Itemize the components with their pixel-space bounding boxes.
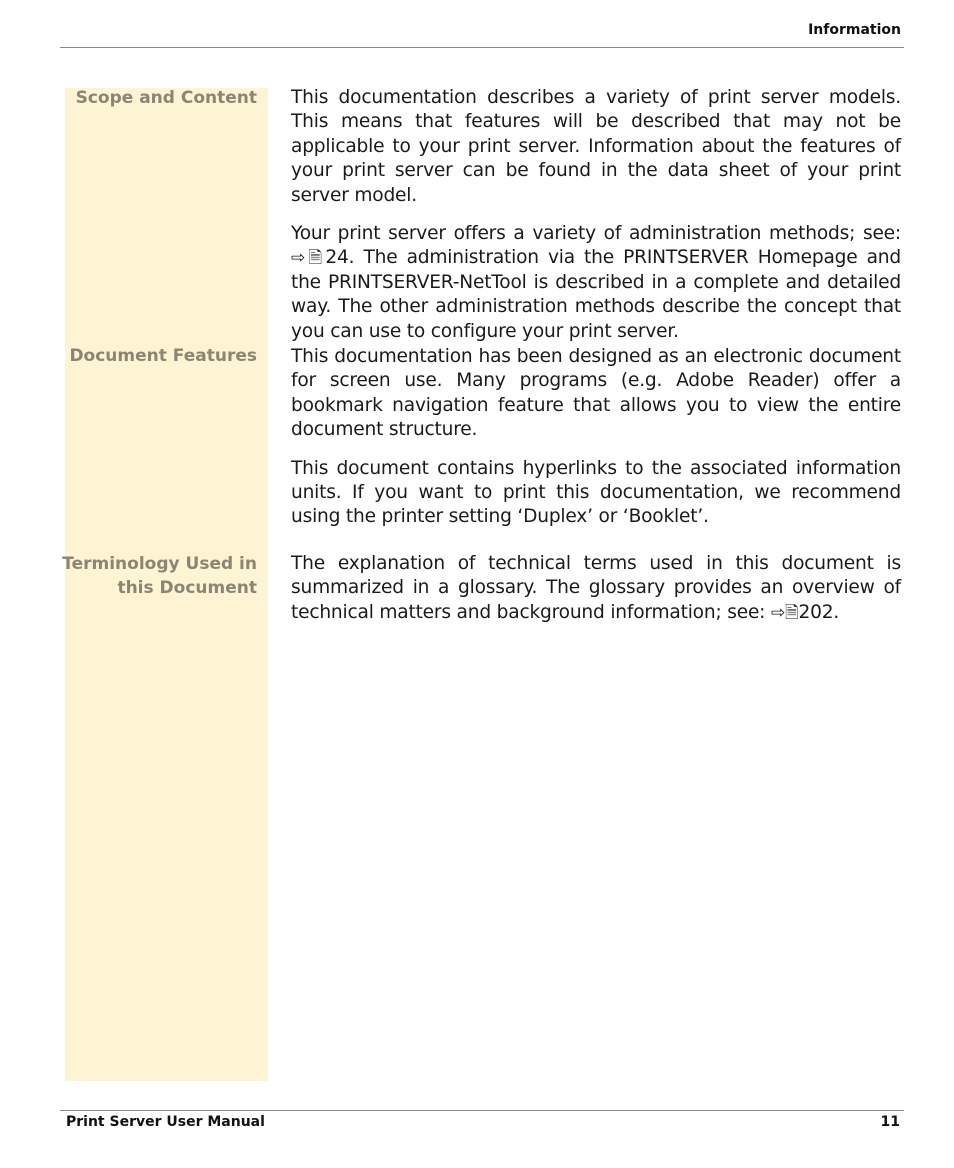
footer-page-number: 11: [880, 1114, 900, 1130]
heading-line: this Document: [117, 578, 257, 598]
footer-manual-title: Print Server User Manual: [66, 1114, 265, 1130]
section-heading-scope: Scope and Content: [75, 88, 257, 108]
paragraph: Your print server offers a variety of administration methods; see: ⇨🗎24. The administration via the PRINTSERVER Homepage and the PRINTSERVER-NetTool is described in a complete and detailed way. The other administration methods describe the concept that you can use to configure your print server.: [291, 223, 901, 342]
document-page-icon[interactable]: 🗎: [785, 602, 799, 623]
section-heading-document-features: Document Features: [69, 346, 257, 366]
arrow-right-icon[interactable]: ⇨: [291, 248, 306, 269]
page-reference-link[interactable]: 202: [798, 601, 834, 623]
section-body-scope: [291, 86, 901, 358]
section-body-document-features: [291, 345, 901, 544]
paragraph: This documentation has been designed as an electronic document for screen use. Many programs (e.g. Adobe Reader) offer a bookmark navigation feature that allows you to view the entire document structure.: [291, 346, 901, 441]
paragraph: This documentation describes a variety of print server models. This means that features will be described that may not be applicable to your print server. Information about the features of your print server can be found in the data sheet of your print server model.: [291, 87, 901, 206]
header-rule: [60, 47, 904, 48]
paragraph: This document contains hyperlinks to the associated information units. If you want to print this documentation, we recommend using the printer setting ‘Duplex’ or ‘Booklet’.: [291, 457, 901, 528]
heading-line: Terminology Used in: [62, 554, 257, 574]
section-body-terminology: [291, 552, 901, 639]
footer-rule: [60, 1110, 904, 1111]
page-reference-link[interactable]: 24: [325, 247, 349, 269]
page-header-title: Information: [808, 22, 901, 38]
arrow-right-icon[interactable]: ⇨: [770, 602, 786, 623]
document-page-icon[interactable]: 🗎: [305, 248, 326, 269]
section-heading-terminology: [57, 552, 257, 600]
paragraph: The explanation of technical terms used in this document is summarized in a glossary. The glossary provides an overview of technical matters and background information; see: ⇨🗎202.: [291, 553, 901, 623]
